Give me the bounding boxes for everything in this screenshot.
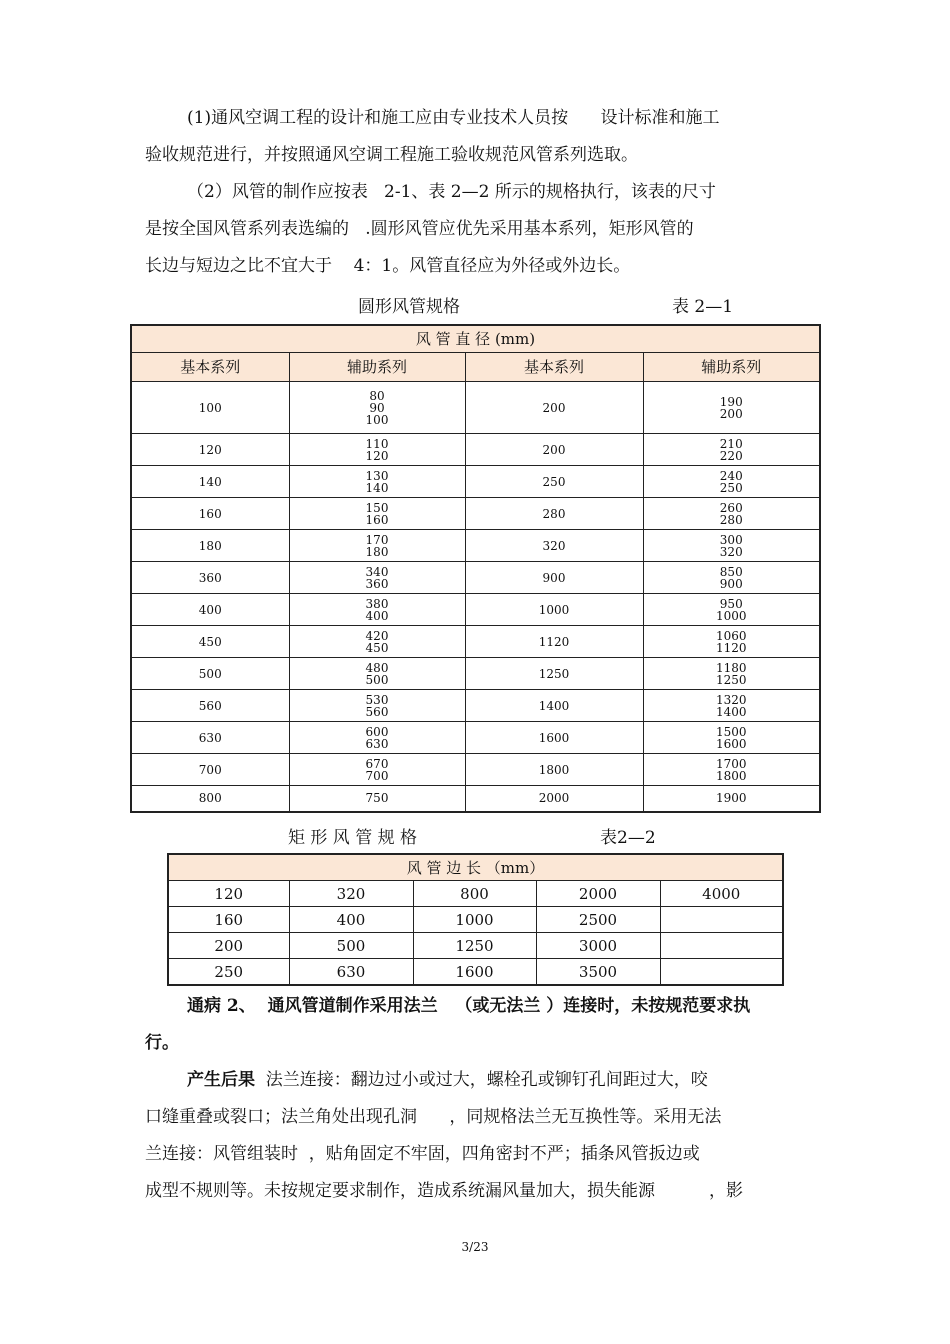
table1-cell: 1400 (465, 690, 643, 722)
consequence-text: 法兰连接：翻边过小或过大，螺栓孔或铆钉孔间距过大，咬 (255, 1070, 708, 1090)
table1-row (131, 466, 820, 498)
table1-cell: 900 (465, 562, 643, 594)
table1-cell: 1250 (465, 658, 643, 690)
table1-cell: 360 (131, 562, 289, 594)
table2-row (168, 959, 783, 986)
table1-cell-value: 190 (719, 394, 743, 409)
rect-duct-table (167, 853, 784, 986)
table2-row (168, 907, 783, 933)
table1-cell-value: 500 (365, 672, 389, 687)
table1-cell: 560 (131, 690, 289, 722)
table1-column-header: 辅助系列 (643, 353, 820, 382)
table1-caption-number: 表 2—1 (672, 297, 734, 317)
table1-cell-value: 360 (365, 576, 389, 591)
table1-cell: 1600 (465, 722, 643, 754)
table1-cell-value: 180 (365, 544, 389, 559)
table2-cell: 2000 (536, 881, 660, 907)
table1-cell-value: 900 (719, 576, 743, 591)
table1-cell-value: 670 (365, 756, 389, 771)
table1-cell: 180 (131, 530, 289, 562)
consequence-label: 产生后果 (187, 1070, 255, 1090)
table1-cell (289, 626, 465, 658)
table1-cell-value: 530 (365, 692, 389, 707)
consequence-line: 成型不规则等。未按规定要求制作，造成系统漏风量加大，损失能源 ，影 (145, 1181, 744, 1201)
table1-cell-value: 210 (719, 436, 743, 451)
table1-cell: 140 (131, 466, 289, 498)
table2-row (168, 933, 783, 959)
table1-cell (643, 382, 820, 434)
table2-cell: 3500 (536, 959, 660, 986)
table2-body (168, 881, 783, 986)
table1-cell-value: 1060 (715, 628, 747, 643)
table1-cell: 160 (131, 498, 289, 530)
table1-cell-value: 80 (369, 388, 385, 403)
table1-row (131, 722, 820, 754)
table1-cell-value: 90 (369, 400, 385, 415)
table2-row (168, 881, 783, 907)
consequence-line: 兰连接：风管组装时 ，贴角固定不牢固，四角密封不严；插条风管扳边或 (145, 1144, 700, 1164)
table1-cell: 630 (131, 722, 289, 754)
table1-row (131, 594, 820, 626)
table1-cell (643, 626, 820, 658)
table1-cell-value: 150 (365, 500, 389, 515)
table2-cell: 1000 (413, 907, 536, 933)
table1-cell-value: 130 (365, 468, 389, 483)
table2-cell: 2500 (536, 907, 660, 933)
table2-caption-number: 表2—2 (600, 828, 656, 848)
table1-cell-value: 340 (365, 564, 389, 579)
table2-cell: 200 (168, 933, 289, 959)
table1-cell: 200 (465, 382, 643, 434)
table1-cell (289, 786, 465, 812)
table1-row (131, 690, 820, 722)
table1-cell: 200 (465, 434, 643, 466)
table1-cell-value: 1400 (715, 704, 747, 719)
table2-cell (660, 959, 783, 986)
table1-cell (643, 722, 820, 754)
table1-cell (289, 690, 465, 722)
table1-cell (289, 498, 465, 530)
table1-cell (643, 530, 820, 562)
table1-cell-value: 1800 (715, 768, 747, 783)
table1-cell-value: 160 (365, 512, 389, 527)
table1-cell: 120 (131, 434, 289, 466)
table1-cell-value: 280 (719, 512, 743, 527)
table1-cell: 400 (131, 594, 289, 626)
table1-header: 风 管 直 径 (mm) (131, 325, 820, 353)
table2-cell: 500 (289, 933, 413, 959)
consequence-line: 口缝重叠或裂口；法兰角处出现孔洞 ，同规格法兰无互换性等。采用无法 (145, 1107, 722, 1127)
table1-row (131, 754, 820, 786)
table2-cell: 160 (168, 907, 289, 933)
table1-cell-value: 1700 (715, 756, 747, 771)
paragraph-line: (1)通风空调工程的设计和施工应由专业技术人员按 设计标准和施工 (187, 108, 720, 128)
table2-cell: 1250 (413, 933, 536, 959)
table1-cell-value: 260 (719, 500, 743, 515)
table1-row (131, 434, 820, 466)
table1-column-header: 辅助系列 (289, 353, 465, 382)
table1-cell-value: 420 (365, 628, 389, 643)
table1-cell-value: 630 (365, 736, 389, 751)
table1-cell-value: 480 (365, 660, 389, 675)
table1-body (131, 382, 820, 812)
table1-cell (643, 434, 820, 466)
table1-cell-value: 100 (365, 412, 389, 427)
table1-cell-value: 240 (719, 468, 743, 483)
table1-cell-value: 140 (365, 480, 389, 495)
table1-cell-value: 1900 (715, 791, 747, 806)
defect-heading-cont: 行。 (145, 1033, 179, 1053)
table1-cell: 280 (465, 498, 643, 530)
table1-cell-value: 700 (365, 768, 389, 783)
table1-cell-value: 170 (365, 532, 389, 547)
table1-row (131, 562, 820, 594)
table1-cell: 450 (131, 626, 289, 658)
table1-cell: 500 (131, 658, 289, 690)
consequence-line (187, 1068, 708, 1092)
table1-cell-value: 400 (365, 608, 389, 623)
table1-cell-value: 220 (719, 448, 743, 463)
table1-cell-value: 950 (719, 596, 743, 611)
table1-cell-value: 1320 (715, 692, 747, 707)
table1-cell-value: 560 (365, 704, 389, 719)
table1-cell-value: 1000 (715, 608, 747, 623)
paragraph-line: （2）风管的制作应按表 2-1、表 2—2 所示的规格执行，该表的尺寸 (187, 182, 716, 202)
table1-cell-value: 120 (365, 448, 389, 463)
table1-cell: 800 (131, 786, 289, 812)
table1-cell-value: 200 (719, 406, 743, 421)
round-duct-table (130, 324, 821, 813)
paragraph-line: 长边与短边之比不宜大于 4：1。风管直径应为外径或外边长。 (145, 256, 631, 276)
table1-cell-value: 1120 (715, 640, 747, 655)
table2-cell: 1600 (413, 959, 536, 986)
table1-cell: 320 (465, 530, 643, 562)
table2-cell (660, 933, 783, 959)
table1-cell: 700 (131, 754, 289, 786)
table1-row (131, 626, 820, 658)
table1-cell (289, 594, 465, 626)
table1-cell-value: 1250 (715, 672, 747, 687)
table1-row (131, 530, 820, 562)
table1-cell-value: 320 (719, 544, 743, 559)
table1-cell-value: 750 (365, 791, 389, 806)
table1-cell (289, 434, 465, 466)
table1-cell (643, 786, 820, 812)
table2-cell: 320 (289, 881, 413, 907)
table1-cell-value: 1500 (715, 724, 747, 739)
table1-cell (289, 530, 465, 562)
table1-cell (289, 722, 465, 754)
table1-cell-value: 250 (719, 480, 743, 495)
table1-cell (643, 594, 820, 626)
table1-cell-value: 1180 (715, 660, 747, 675)
table1-cell (289, 658, 465, 690)
table1-cell-value: 380 (365, 596, 389, 611)
table1-cell (643, 498, 820, 530)
table1-cell-value: 450 (365, 640, 389, 655)
table1-row (131, 498, 820, 530)
page-number: 3/23 (461, 1240, 489, 1254)
table1-row (131, 658, 820, 690)
table1-cell (289, 754, 465, 786)
table1-cell (643, 754, 820, 786)
table2-caption-title: 矩 形 风 管 规 格 (288, 828, 418, 848)
table2-cell (660, 907, 783, 933)
table1-row (131, 382, 820, 434)
table1-cell (643, 690, 820, 722)
table1-cell-value: 300 (719, 532, 743, 547)
table2-cell: 250 (168, 959, 289, 986)
table1-cell: 1800 (465, 754, 643, 786)
table2-header: 风 管 边 长 （mm） (168, 854, 783, 881)
table1-cell: 100 (131, 382, 289, 434)
table2-cell: 630 (289, 959, 413, 986)
table1-cell: 1120 (465, 626, 643, 658)
table2-cell: 400 (289, 907, 413, 933)
table1-caption-title: 圆形风管规格 (358, 297, 460, 317)
table2-cell: 3000 (536, 933, 660, 959)
table1-cell (289, 562, 465, 594)
table2-cell: 4000 (660, 881, 783, 907)
table1-cell-value: 600 (365, 724, 389, 739)
table1-cell (289, 466, 465, 498)
table1-cell (643, 562, 820, 594)
table1-column-header: 基本系列 (131, 353, 289, 382)
table2-cell: 800 (413, 881, 536, 907)
table1-cell-value: 850 (719, 564, 743, 579)
table1-cell-value: 1600 (715, 736, 747, 751)
paragraph-line: 是按全国风管系列表选编的 .圆形风管应优先采用基本系列，矩形风管的 (145, 219, 694, 239)
paragraph-line: 验收规范进行，并按照通风空调工程施工验收规范风管系列选取。 (145, 145, 638, 165)
table1-row (131, 786, 820, 812)
table1-cell (643, 466, 820, 498)
table1-cell: 2000 (465, 786, 643, 812)
table1-cell (289, 382, 465, 434)
table1-cell-value: 110 (365, 436, 389, 451)
table1-cell: 250 (465, 466, 643, 498)
table2-cell: 120 (168, 881, 289, 907)
table1-cell (643, 658, 820, 690)
defect-heading: 通病 2、 通风管道制作采用法兰 （或无法兰 ）连接时，未按规范要求执 (187, 996, 751, 1016)
table1-column-header: 基本系列 (465, 353, 643, 382)
table1-cell: 1000 (465, 594, 643, 626)
